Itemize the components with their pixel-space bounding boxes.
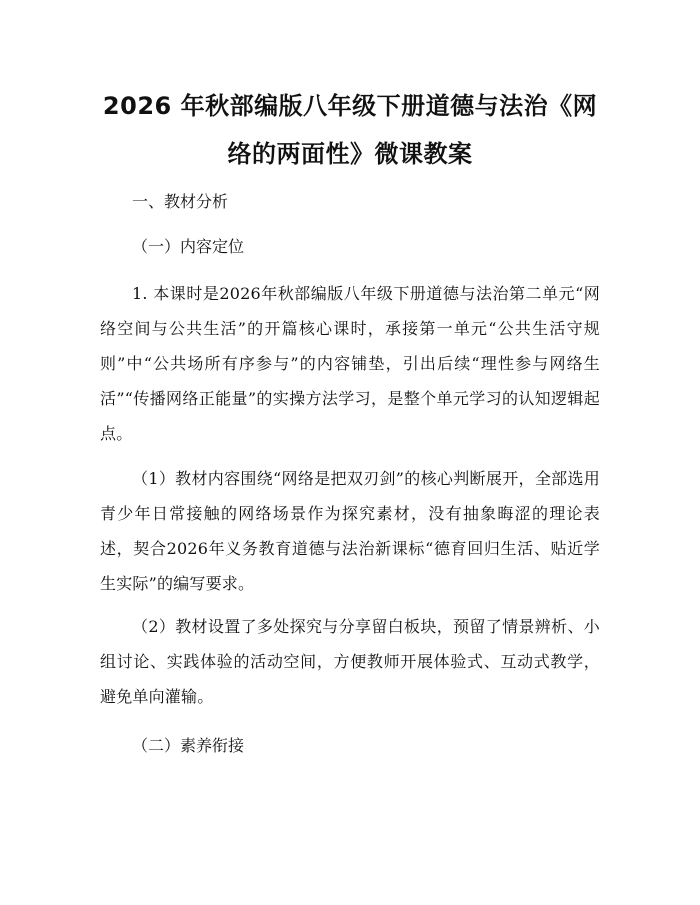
document-title (100, 82, 600, 178)
subsection-heading-2: （二）素养衔接 (132, 736, 245, 755)
paragraph-2: （1）教材内容围绕“网络是把双刃剑”的核心判断展开，全部选用青少年日常接触的网络场景作为探究素材，没有抽象晦涩的理论表述，契合2026年义务教育道德与法治新课标“德育回归生活、贴近学生实际”的编写要求。 (100, 469, 600, 593)
paragraph-3: （2）教材设置了多处探究与分享留白板块，预留了情景辨析、小组讨论、实践体验的活动空间，方便教师开展体验式、互动式教学，避免单向灌输。 (100, 617, 600, 706)
paragraph-1: 1. 本课时是2026年秋部编版八年级下册道德与法治第二单元“网络空间与公共生活”的开篇核心课时，承接第一单元“公共生活守规则”中“公共场所有序参与”的内容铺垫，引出后续“理性参与网络生活”“传播网络正能量”的实操方法学习，是整个单元学习的认知逻辑起点。 (100, 284, 600, 443)
document-body (100, 184, 600, 771)
subsection-heading-1: （一）内容定位 (132, 237, 245, 256)
title-line-1: 2026 年秋部编版八年级下册道德与法治《网 (102, 92, 598, 120)
section-heading-1: 一、教材分析 (132, 192, 229, 211)
title-line-2: 络的两面性》微课教案 (227, 140, 473, 168)
